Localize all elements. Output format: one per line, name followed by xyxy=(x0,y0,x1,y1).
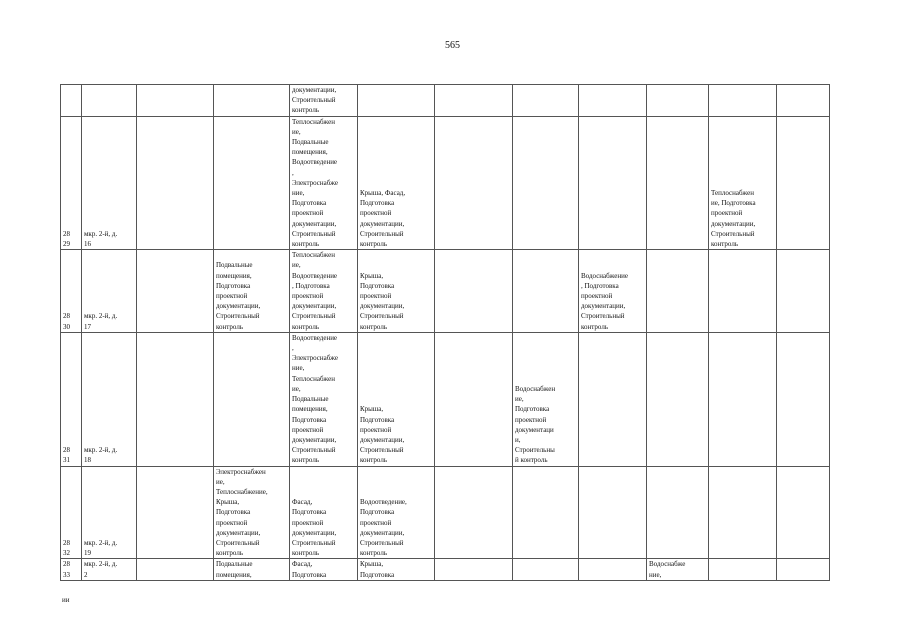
table-cell: Водоснабжен ие, Подготовка проектной документаци и, Строительны й контроль xyxy=(513,332,579,466)
address-cell xyxy=(82,85,137,117)
table-cell: Подвальные помещения, Подготовка проектной документации, Строительный контроль xyxy=(214,250,290,333)
table-row xyxy=(61,332,830,466)
table-cell xyxy=(214,85,290,117)
table-cell: Фасад, Подготовка проектной документации, Строительный контроль xyxy=(290,466,358,559)
table-cell: Фасад, Подготовка xyxy=(290,559,358,581)
table-cell xyxy=(137,466,214,559)
table-cell xyxy=(513,116,579,250)
table-row xyxy=(61,85,830,117)
table-cell: Водоснабже ние, xyxy=(647,559,709,581)
table-cell xyxy=(435,116,513,250)
table-cell xyxy=(709,85,777,117)
table-cell xyxy=(513,559,579,581)
table-cell xyxy=(709,466,777,559)
table-cell xyxy=(435,250,513,333)
table-cell xyxy=(709,332,777,466)
address-cell: мкр. 2-й, д. 17 xyxy=(82,250,137,333)
table-cell: Электроснабжен ие, Теплоснабжение, Крыша, Подготовка проектной документации, Строительный контроль xyxy=(214,466,290,559)
table-cell xyxy=(513,85,579,117)
table-cell xyxy=(137,250,214,333)
table-cell xyxy=(709,250,777,333)
table-cell: Водоотведение , Электроснабже ние, Теплоснабжен ие, Подвальные помещения, Подготовка проектной документации, Строительный контроль xyxy=(290,332,358,466)
table-row xyxy=(61,250,830,333)
table-cell: Теплоснабжен ие, Водоотведение , Подготовка проектной документации, Строительный контроль xyxy=(290,250,358,333)
table-cell xyxy=(777,250,830,333)
table-cell xyxy=(137,559,214,581)
row-number-cell: 28 33 xyxy=(61,559,82,581)
table-cell: Крыша, Подготовка xyxy=(358,559,435,581)
row-number-cell: 28 29 xyxy=(61,116,82,250)
table-cell: документации, Строительный контроль xyxy=(290,85,358,117)
table-cell xyxy=(579,559,647,581)
table-row xyxy=(61,559,830,581)
table-cell xyxy=(513,250,579,333)
table-cell xyxy=(647,85,709,117)
table-cell xyxy=(435,85,513,117)
table-cell xyxy=(137,85,214,117)
page-number: 565 xyxy=(445,40,460,51)
table-cell xyxy=(579,332,647,466)
address-cell: мкр. 2-й, д. 19 xyxy=(82,466,137,559)
table-cell xyxy=(214,116,290,250)
table-cell xyxy=(777,332,830,466)
table-cell xyxy=(579,116,647,250)
table-cell: Крыша, Фасад, Подготовка проектной документации, Строительный контроль xyxy=(358,116,435,250)
table-cell xyxy=(435,466,513,559)
table-cell: Водоснабжение , Подготовка проектной документации, Строительный контроль xyxy=(579,250,647,333)
table-cell xyxy=(358,85,435,117)
address-cell: мкр. 2-й, д. 18 xyxy=(82,332,137,466)
table-cell xyxy=(647,466,709,559)
address-cell: мкр. 2-й, д. 16 xyxy=(82,116,137,250)
table-row xyxy=(61,116,830,250)
table-cell: Крыша, Подготовка проектной документации, Строительный контроль xyxy=(358,332,435,466)
table-cell xyxy=(513,466,579,559)
table-cell xyxy=(579,466,647,559)
table-cell xyxy=(647,250,709,333)
address-cell: мкр. 2-й, д. 2 xyxy=(82,559,137,581)
table-cell xyxy=(647,332,709,466)
row-number-cell xyxy=(61,85,82,117)
table-cell xyxy=(579,85,647,117)
footer-mark: ии xyxy=(62,596,70,604)
table-cell: Крыша, Подготовка проектной документации, Строительный контроль xyxy=(358,250,435,333)
table-cell xyxy=(137,332,214,466)
table-cell xyxy=(709,559,777,581)
table-cell xyxy=(137,116,214,250)
table-row xyxy=(61,466,830,559)
table-cell: Теплоснабжен ие, Подвальные помещения, Водоотведение , Электроснабже ние, Подготовка проектной документации, Строительный контроль xyxy=(290,116,358,250)
table-cell xyxy=(435,332,513,466)
table-cell xyxy=(777,559,830,581)
table-cell xyxy=(435,559,513,581)
table-cell xyxy=(647,116,709,250)
table-cell: Подвальные помещения, xyxy=(214,559,290,581)
table-cell xyxy=(214,332,290,466)
repair-schedule-table xyxy=(60,84,830,581)
table-cell: Водоотведение, Подготовка проектной документации, Строительный контроль xyxy=(358,466,435,559)
table-cell xyxy=(777,116,830,250)
table-cell: Теплоснабжен ие, Подготовка проектной документации, Строительный контроль xyxy=(709,116,777,250)
table-cell xyxy=(777,85,830,117)
row-number-cell: 28 32 xyxy=(61,466,82,559)
row-number-cell: 28 30 xyxy=(61,250,82,333)
table-cell xyxy=(777,466,830,559)
row-number-cell: 28 31 xyxy=(61,332,82,466)
